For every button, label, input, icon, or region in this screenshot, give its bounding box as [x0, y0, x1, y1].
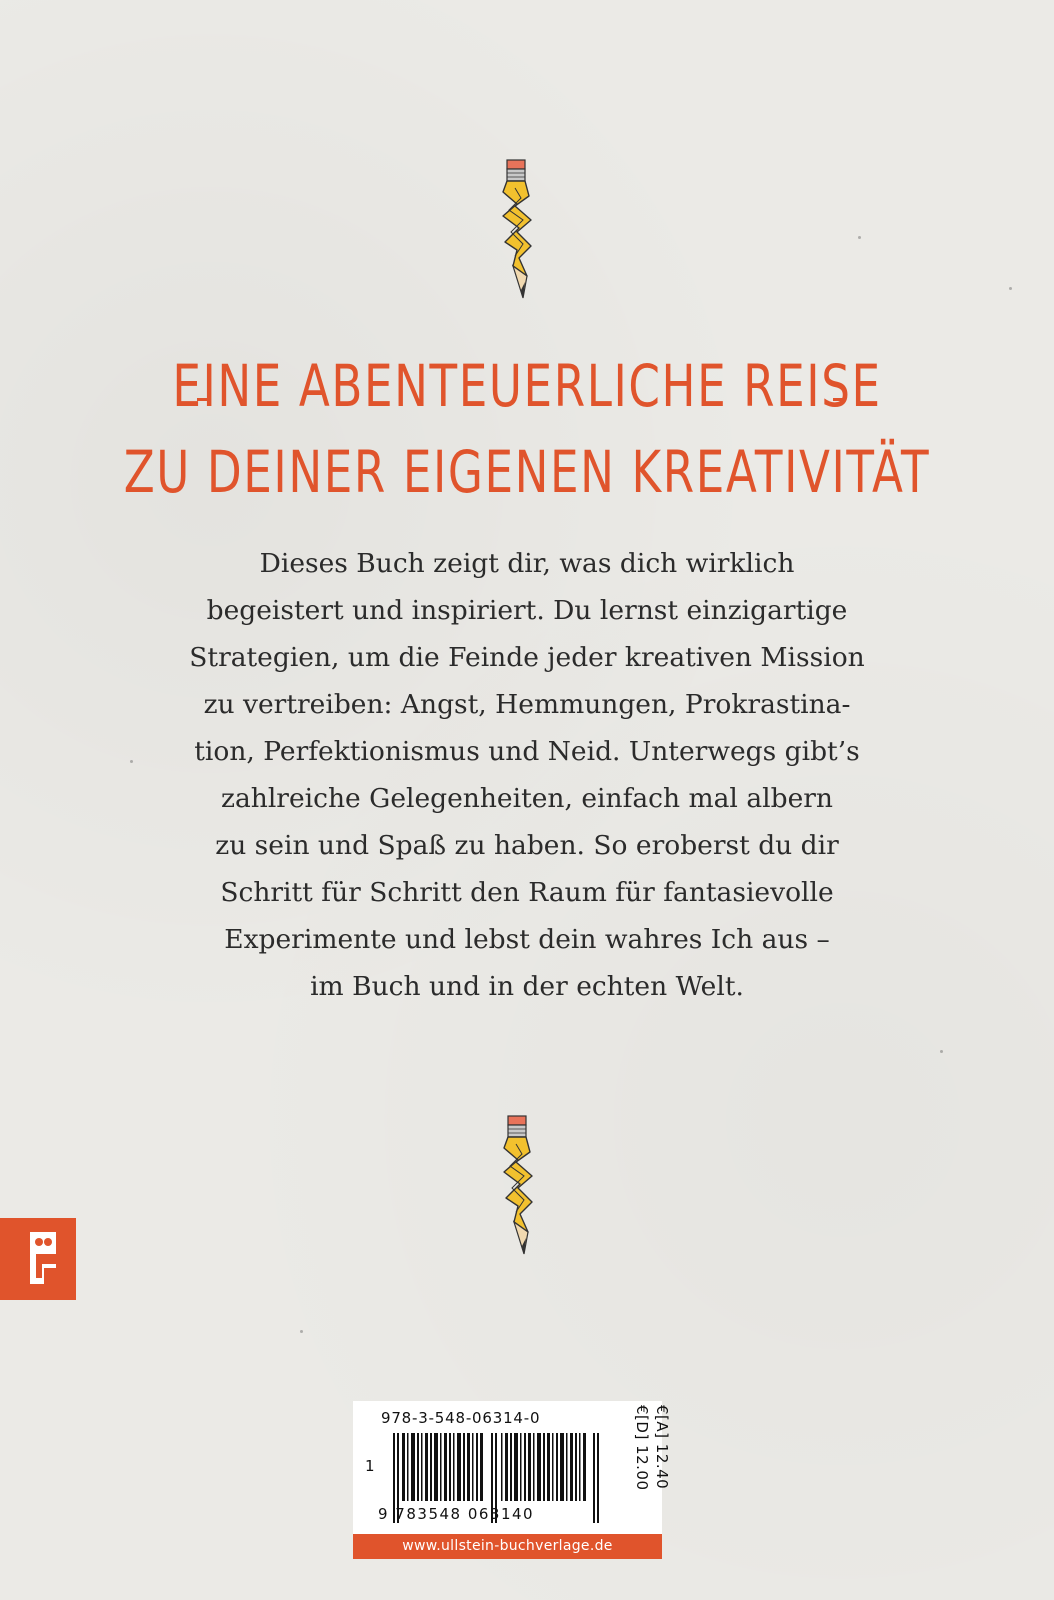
headline-line-2: ZU DEINER EIGENEN KREATIVITÄT — [123, 438, 931, 506]
price-column — [631, 1405, 671, 1531]
blurb-line: Dieses Buch zeigt dir, was dich wirklich — [259, 548, 795, 579]
barcode-digits: 9 783548 063140 — [378, 1505, 535, 1523]
blurb-text — [150, 540, 904, 1010]
ullstein-owl-logo — [0, 1218, 76, 1300]
blurb-line: im Buch und in der echten Welt. — [310, 971, 744, 1002]
paper-speck — [858, 236, 861, 239]
isbn-number: 978-3-548-06314-0 — [381, 1409, 541, 1427]
owl-logo-icon — [0, 1218, 76, 1300]
isbn-barcode-box — [353, 1401, 671, 1559]
blurb-line: tion, Perfektionismus und Neid. Unterwegs gibt’s — [194, 736, 860, 767]
lightning-pencil-icon — [498, 1114, 558, 1264]
isbn-prefix-digit: 1 — [365, 1457, 375, 1475]
paper-speck — [300, 1330, 303, 1333]
headline-line-1: EINE ABENTEUERLICHE REISE — [172, 352, 882, 420]
blurb-line: zahlreiche Gelegenheiten, einfach mal albern — [221, 783, 833, 814]
paper-speck — [130, 760, 133, 763]
lightning-pencil-icon — [497, 158, 557, 308]
blurb-line: zu sein und Spaß zu haben. So eroberst du dir — [215, 830, 839, 861]
price-austria: €[A] 12.40 — [653, 1405, 671, 1490]
blurb-line: Schritt für Schritt den Raum für fantasievolle — [220, 877, 834, 908]
blurb-line: Experimente und lebst dein wahres Ich aus – — [224, 924, 830, 955]
blurb-line: zu vertreiben: Angst, Hemmungen, Prokrastina- — [203, 689, 851, 720]
paper-speck — [940, 1050, 943, 1053]
paper-speck — [1009, 287, 1012, 290]
blurb-line: Strategien, um die Feinde jeder kreativen Mission — [189, 642, 865, 673]
publisher-url[interactable]: www.ullstein-buchverlage.de — [353, 1534, 662, 1559]
blurb-line: begeistert und inspiriert. Du lernst einzigartige — [206, 595, 848, 626]
price-germany: €[D] 12.00 — [633, 1405, 651, 1491]
